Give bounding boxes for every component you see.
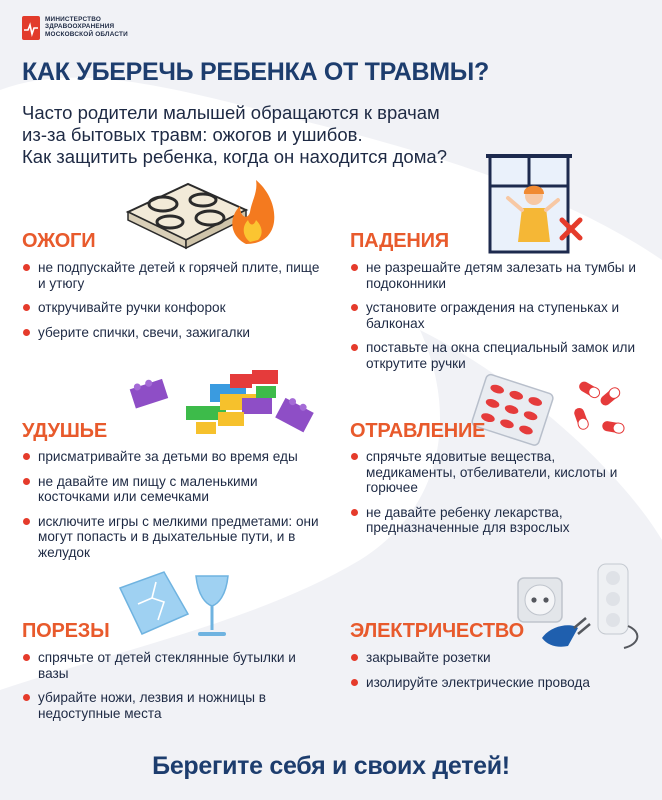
section-title-poisoning: ОТРАВЛЕНИЕ bbox=[350, 420, 486, 442]
pills-icon bbox=[470, 368, 630, 448]
broken-glass-icon bbox=[112, 568, 242, 644]
section-title-burns: ОЖОГИ bbox=[22, 230, 96, 252]
footer-slogan: Берегите себя и своих детей! bbox=[152, 752, 510, 780]
list-item: закрывайте розетки bbox=[350, 650, 640, 666]
list-item: не давайте им пищу с маленькими косточками или семечками bbox=[22, 474, 332, 505]
poisoning-list bbox=[350, 449, 640, 545]
list-item: уберите спички, свечи, зажигалки bbox=[22, 325, 322, 341]
stove-icon bbox=[118, 174, 283, 254]
list-item: не разрешайте детям залезать на тумбы и подоконники bbox=[350, 260, 650, 291]
section-title-falls: ПАДЕНИЯ bbox=[350, 230, 449, 252]
section-title-cuts: ПОРЕЗЫ bbox=[22, 620, 110, 642]
fire-icon bbox=[232, 180, 274, 244]
burns-list bbox=[22, 260, 322, 349]
list-item: откручивайте ручки конфорок bbox=[22, 300, 322, 316]
list-item: присматривайте за детьми во время еды bbox=[22, 449, 332, 465]
list-item: поставьте на окна специальный замок или открутите ручки bbox=[350, 340, 650, 371]
electricity-list bbox=[350, 650, 640, 699]
intro-text: Часто родители малышей обращаются к врачам из-за бытовых травм: ожогов и ушибов. Как защитить ребенка, когда он находится дома? bbox=[22, 102, 448, 167]
falls-list bbox=[350, 260, 650, 380]
list-item: убирайте ножи, лезвия и ножницы в недоступные места bbox=[22, 690, 322, 721]
extension-cord-icon bbox=[598, 564, 637, 648]
wine-glass-icon bbox=[196, 576, 228, 634]
list-item: спрячьте от детей стеклянные бутылки и вазы bbox=[22, 650, 322, 681]
socket-icon bbox=[512, 556, 648, 654]
list-item: исключите игры с мелкими предметами: они могут попасть и в дыхательные пути, и в желудок bbox=[22, 514, 332, 561]
section-title-choking: УДУШЬЕ bbox=[22, 420, 107, 442]
list-item: изолируйте электрические провода bbox=[350, 675, 640, 691]
ministry-emblem-icon bbox=[22, 16, 40, 40]
page-title: КАК УБЕРЕЧЬ РЕБЕНКА ОТ ТРАВМЫ? bbox=[22, 58, 489, 86]
toy-bricks-icon bbox=[126, 364, 316, 448]
ministry-name: МИНИСТЕРСТВО ЗДРАВООХРАНЕНИЯ МОСКОВСКОЙ ОБЛАСТИ bbox=[45, 16, 128, 38]
section-title-electricity: ЭЛЕКТРИЧЕСТВО bbox=[350, 620, 524, 642]
list-item: установите ограждения на ступеньках и балконах bbox=[350, 300, 650, 331]
choking-list bbox=[22, 449, 332, 569]
cuts-list bbox=[22, 650, 322, 730]
ministry-logo bbox=[22, 16, 155, 40]
list-item: не подпускайте детей к горячей плите, пище и утюгу bbox=[22, 260, 322, 291]
window-icon bbox=[478, 150, 588, 254]
list-item: спрячьте ядовитые вещества, медикаменты, отбеливатели, кислоты и горючее bbox=[350, 449, 640, 496]
list-item: не давайте ребенку лекарства, предназначенные для взрослых bbox=[350, 505, 640, 536]
